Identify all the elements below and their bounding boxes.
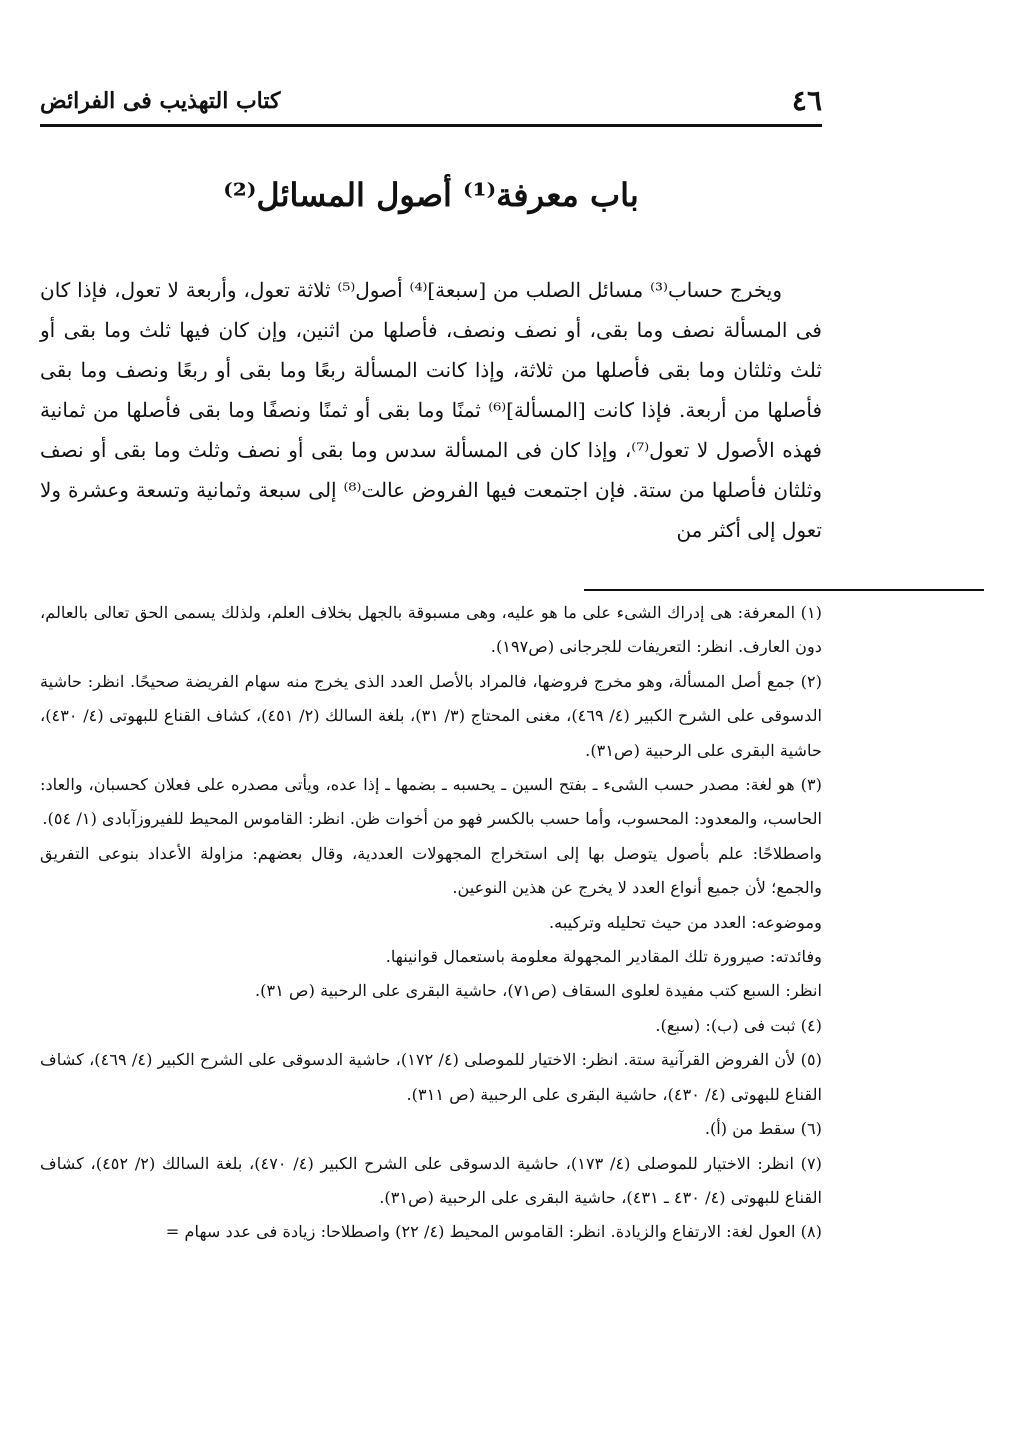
footnote-3-subject: وموضوعه: العدد من حيث تحليله وتركيبه. [549, 912, 822, 932]
footnote-divider [584, 589, 984, 591]
main-paragraph: ويخرج حساب⁽³⁾ مسائل الصلب من [سبعة]⁽⁴⁾ أصول⁽⁵⁾ ثلاثة تعول، وأربعة لا تعول، فإذا كان فى المسألة نصف وما بقى، أو نصف ونصف، فأصلها من اثنين، وإن كان فيها ثلث وما بقى أو ثلث وثلثان وما بقى فأصلها من ثلاثة، وإذا كانت المسألة ربعًا وما بقى أو ربعًا ونصف وما بقى فأصلها من أربعة. فإذا كانت [المسألة]⁽⁶⁾ ثمنًا وما بقى أو ثمنًا ونصفًا وما بقى فأصلها من ثمانية فهذه الأصول لا تعول⁽⁷⁾، وإذا كان فى المسألة سدس وما بقى أو نصف وثلث وما بقى أو نصف وثلثان فأصلها من ستة. فإن اجتمعت فيها الفروض عالت⁽⁸⁾ إلى سبعة وثمانية وتسعة وعشرة ولا تعول إلى أكثر من [40, 278, 823, 542]
footnote-6: (٦) سقط من (أ). [704, 1119, 822, 1139]
footnote-2: (٢) جمع أصل المسألة، وهو مخرج فروضها، فالمراد بالأصل العدد الذى يخرج منه سهام الفريضة صحيحًا. انظر: حاشية الدسوقى على الشرح الكبير (٤/ ٤٦٩)، مغنى المحتاج (٣/ ٣١)، بلغة السالك (٢/ ٤٥١)، كشاف القناع للبهوتى (٤/ ٤٣٠)، حاشية البقرى على الرحبية (ص٣١). [40, 671, 822, 760]
page-number: ٤٦ [791, 84, 822, 117]
footnote-3: (٣) هو لغة: مصدر حسب الشىء ـ بفتح السين ـ يحسبه ـ بضمها ـ إذا عده، ويأتى مصدره على فعلان كحسبان، والعاد: الحاسب، والمعدود: المحسوب، وأما حسب بالكسر فهو من أخوات ظن. انظر: القاموس المحيط للفيروزآبادى (١/ ٥٤). [40, 775, 822, 829]
page-header [40, 78, 822, 127]
footnote-8: (٨) العول لغة: الارتفاع والزيادة. انظر: القاموس المحيط (٤/ ٢٢) واصطلاحا: زيادة فى عدد سهام = [165, 1222, 822, 1242]
footnote-7: (٧) انظر: الاختيار للموصلى (٤/ ١٧٣)، حاشية الدسوقى على الشرح الكبير (٤/ ٤٧٠)، بلغة السالك (٢/ ٤٥٢)، كشاف القناع للبهوتى (٤/ ٤٣٠ ـ ٤٣١)، حاشية البقرى على الرحبية (ص٣١). [40, 1153, 822, 1207]
footnote-5: (٥) لأن الفروض القرآنية ستة. انظر: الاختيار للموصلى (٤/ ١٧٢)، حاشية الدسوقى على الشرح الكبير (٤/ ٤٦٩)، كشاف القناع للبهوتى (٤/ ٤٣٠)، حاشية البقرى على الرحبية (ص ٣١١). [40, 1050, 822, 1104]
footnote-3-benefit: وفائدته: صيرورة تلك المقادير المجهولة معلومة باستعمال قوانينها. [385, 947, 822, 967]
running-title: كتاب التهذيب فى الفرائض [40, 88, 281, 114]
footnote-3-terminology: واصطلاحًا: علم بأصول يتوصل بها إلى استخراج المجهولات العددية، وقال بعضهم: مزاولة الأعداد بنوعى التفريق والجمع؛ لأن جميع أنواع العدد لا يخرج عن هذين النوعين. [40, 843, 822, 898]
footnote-3-reference: انظر: السبع كتب مفيدة لعلوى السقاف (ص٧١)، حاشية البقرى على الرحبية (ص ٣١). [255, 981, 822, 1001]
chapter-title: باب معرفة⁽¹⁾ أصول المسائل⁽²⁾ [223, 176, 639, 214]
footnote-4: (٤) ثبت فى (ب): (سبع). [655, 1015, 822, 1035]
main-text [40, 270, 822, 550]
footnotes [40, 596, 822, 1250]
footnote-1: (١) المعرفة: هى إدراك الشىء على ما هو عليه، وهى مسبوقة بالجهل بخلاف العلم، ولذلك يسمى الحق تعالى بالعالم، دون العارف. انظر: التعريفات للجرجانى (ص١٩٧). [40, 603, 822, 657]
